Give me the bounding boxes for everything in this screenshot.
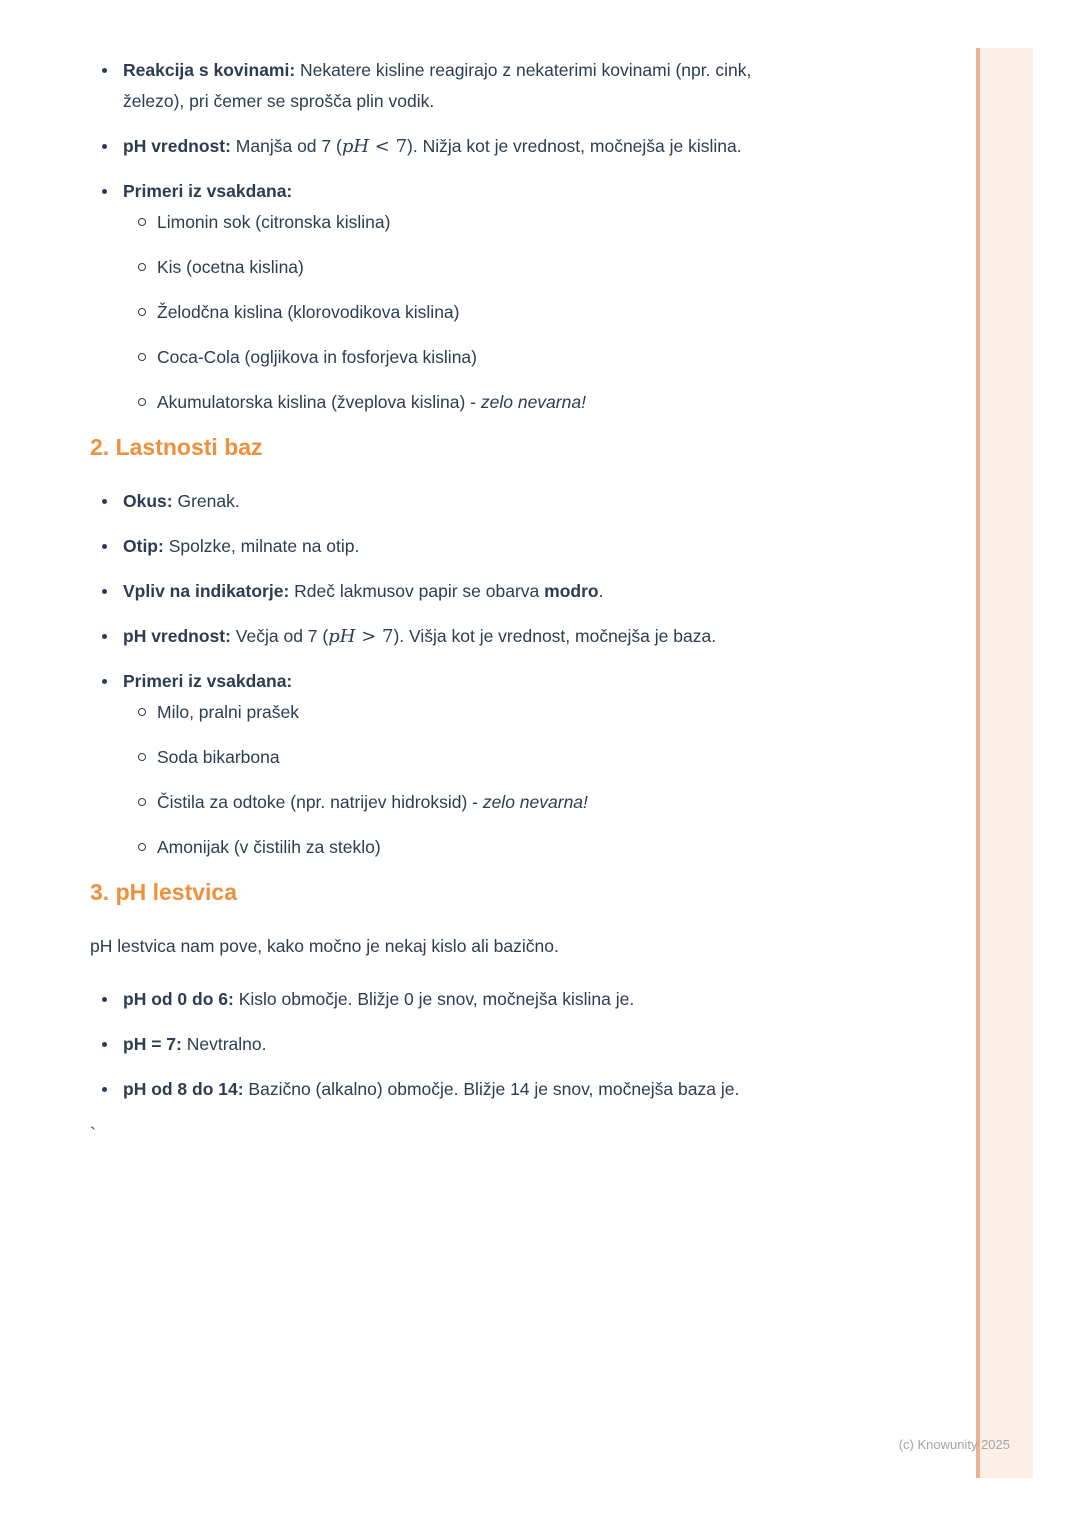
list-item: Coca-Cola (ogljikova in fosforjeva kislina) (123, 342, 790, 373)
list-item: Čistila za odtoke (npr. natrijev hidroksid) - zelo nevarna! (123, 787, 790, 818)
list-item: Otip: Spolzke, milnate na otip. (90, 531, 790, 562)
list-item: Soda bikarbona (123, 742, 790, 773)
section-ph-scale (90, 877, 790, 1105)
section-acids-continued (90, 55, 790, 418)
list-item (90, 176, 790, 418)
sub-bullet-list (123, 697, 790, 863)
list-item: pH od 0 do 6: Kislo območje. Bližje 0 je snov, močnejša kislina je. (90, 984, 790, 1015)
decorative-side-stripe (976, 48, 1033, 1478)
list-item: Okus: Grenak. (90, 486, 790, 517)
section-heading: 2. Lastnosti baz (90, 434, 263, 460)
list-item: pH od 8 do 14: Bazično (alkalno) območje. Bližje 14 je snov, močnejša baza je. (90, 1074, 790, 1105)
list-item: Milo, pralni prašek (123, 697, 790, 728)
bullet-list (90, 486, 790, 863)
list-item-label: Primeri iz vsakdana: (123, 671, 293, 691)
list-item: Akumulatorska kislina (žveplova kislina) - zelo nevarna! (123, 387, 790, 418)
footer-copyright: (c) Knowunity 2025 (898, 1437, 1010, 1452)
list-item: Vpliv na indikatorje: Rdeč lakmusov papir se obarva modro. (90, 576, 790, 607)
list-item-label: Primeri iz vsakdana: (123, 181, 293, 201)
list-item: pH vrednost: Večja od 7 (pH > 7). Višja kot je vrednost, močnejša je baza. (90, 621, 790, 652)
list-item: Želodčna kislina (klorovodikova kislina) (123, 297, 790, 328)
list-item: pH vrednost: Manjša od 7 (pH < 7). Nižja kot je vrednost, močnejša je kislina. (90, 131, 790, 162)
section-intro-paragraph: pH lestvica nam pove, kako močno je nekaj kislo ali bazično. (90, 936, 559, 956)
sub-bullet-list (123, 207, 790, 418)
document-body (90, 55, 790, 1150)
stray-backtick-character: ` (90, 1124, 96, 1144)
list-item: Limonin sok (citronska kislina) (123, 207, 790, 238)
list-item: pH = 7: Nevtralno. (90, 1029, 790, 1060)
section-heading: 3. pH lestvica (90, 879, 238, 905)
list-item (90, 666, 790, 863)
bullet-list (90, 55, 790, 418)
section-properties-of-bases (90, 432, 790, 863)
bullet-list (90, 984, 790, 1105)
list-item: Kis (ocetna kislina) (123, 252, 790, 283)
list-item: Reakcija s kovinami: Nekatere kisline reagirajo z nekaterimi kovinami (npr. cink, železo), pri čemer se sprošča plin vodik. (90, 55, 790, 117)
list-item: Amonijak (v čistilih za steklo) (123, 832, 790, 863)
